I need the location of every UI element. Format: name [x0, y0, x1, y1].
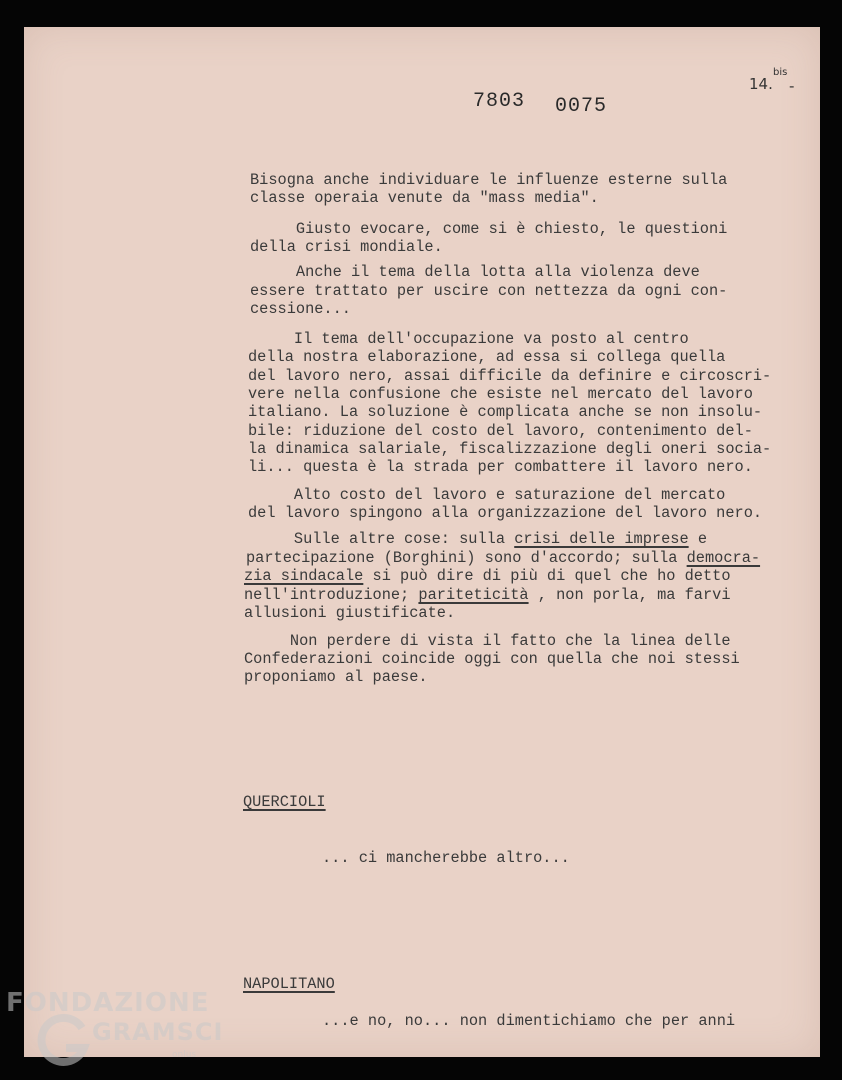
body-line: nell'introduzione; pariteticità , non porla, ma farvi: [244, 586, 731, 604]
body-line: allusioni giustificate.: [244, 604, 456, 622]
body-line: vere nella confusione che esiste nel mercato del lavoro: [248, 385, 753, 403]
body-line: proponiamo al paese.: [244, 668, 428, 686]
body-line: della nostra elaborazione, ad essa si collega quella: [248, 348, 726, 366]
underlined-term: crisi delle imprese: [514, 530, 689, 548]
archive-number-a: 7803: [473, 90, 526, 113]
underlined-term: pariteticità: [418, 586, 529, 604]
body-line: Giusto evocare, come si è chiesto, le questioni: [250, 220, 728, 238]
body-line: italiano. La soluzione è complicata anche se non insolu-: [248, 403, 763, 421]
document-page: [24, 27, 820, 1057]
body-line: zia sindacale si può dire di più di quel che ho detto: [244, 567, 731, 585]
body-line: Bisogna anche individuare le influenze esterne sulla: [250, 171, 728, 189]
page-dash: -: [789, 77, 795, 95]
speaker-name: QUERCIOLI: [243, 793, 326, 811]
body-line: essere trattato per uscire con nettezza da ogni con-: [250, 282, 728, 300]
body-line: classe operaia venute da "mass media".: [250, 189, 599, 207]
body-line: Non perdere di vista il fatto che la linea delle: [244, 632, 731, 650]
page-suffix: bis: [773, 67, 788, 78]
speaker-name: NAPOLITANO: [243, 975, 335, 993]
watermark-g-icon: [36, 1012, 92, 1070]
speaker-line: ...e no, no... non dimentichiamo che per anni: [322, 1012, 736, 1030]
underlined-term: zia sindacale: [244, 567, 364, 585]
body-line: Alto costo del lavoro e saturazione del mercato: [248, 486, 726, 504]
watermark-sub: onlus: [172, 1050, 197, 1060]
speaker-line: ... ci mancherebbe altro...: [322, 849, 570, 867]
body-line: del lavoro spingono alla organizzazione del lavoro nero.: [248, 504, 763, 522]
body-line: Sulle altre cose: sulla crisi delle imprese e: [248, 530, 707, 548]
body-line: del lavoro nero, assai difficile da definire e circoscri-: [248, 367, 772, 385]
body-line: Confederazioni coincide oggi con quella che noi stessi: [244, 650, 740, 668]
body-line: Il tema dell'occupazione va posto al centro: [248, 330, 689, 348]
body-line: bile: riduzione del costo del lavoro, contenimento del-: [248, 422, 753, 440]
body-line: li... questa è la strada per combattere il lavoro nero.: [248, 458, 753, 476]
body-line: Anche il tema della lotta alla violenza deve: [250, 263, 700, 281]
underlined-term: democra-: [686, 549, 761, 567]
archive-number-b: 0075: [555, 95, 608, 118]
watermark-line-1: FONDAZIONE: [6, 988, 210, 1018]
watermark-line-2: GRAMSCI: [92, 1018, 224, 1046]
body-line: partecipazione (Borghini) sono d'accordo; sulla democra-: [246, 549, 761, 567]
page-number: 14.: [749, 75, 773, 93]
body-line: la dinamica salariale, fiscalizzazione degli oneri socia-: [248, 440, 772, 458]
body-line: della crisi mondiale.: [250, 238, 443, 256]
body-line: cessione...: [250, 300, 351, 318]
